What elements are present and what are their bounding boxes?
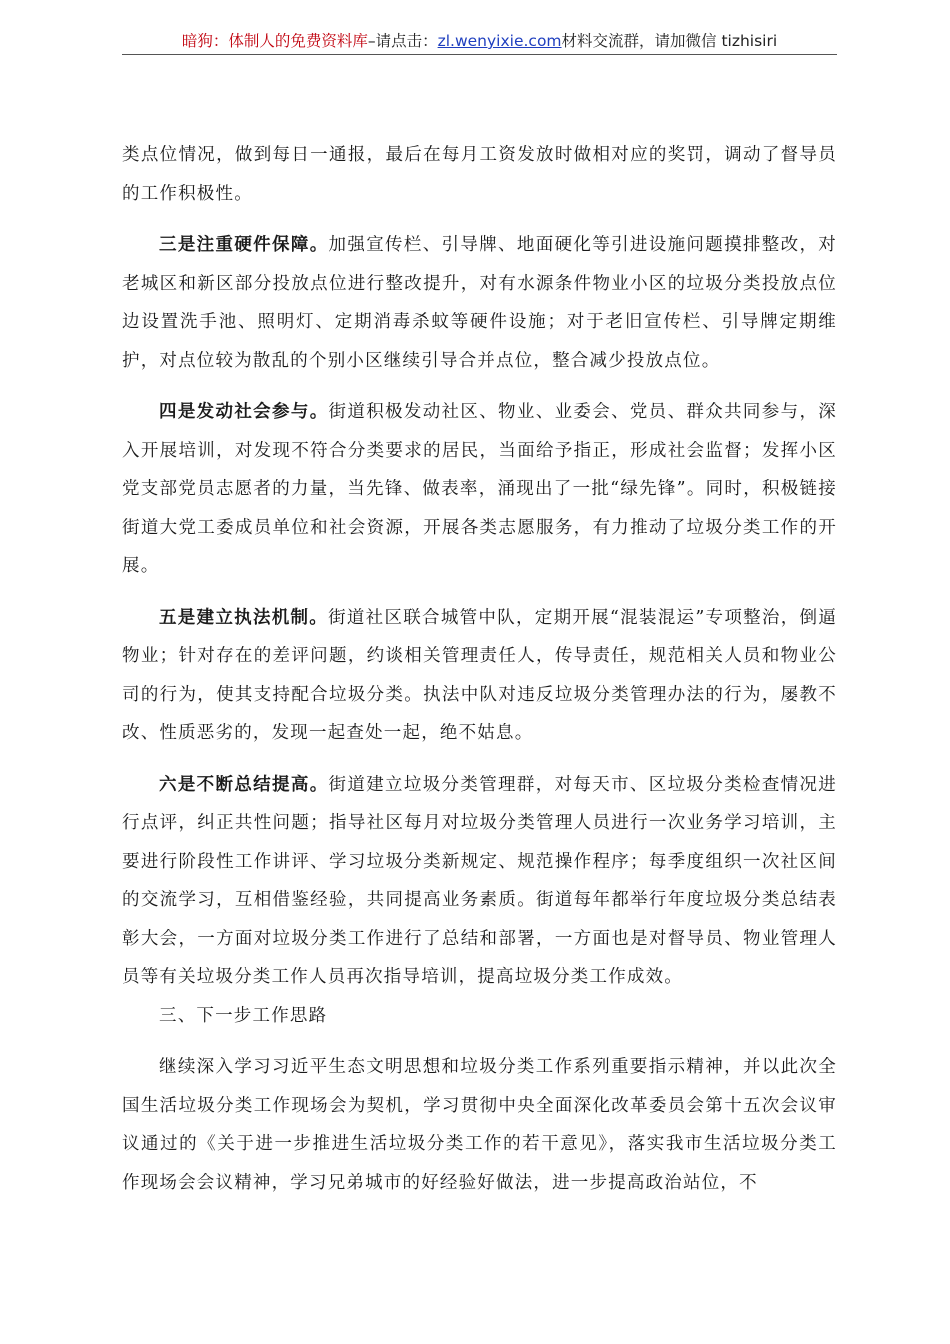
header-note: 材料交流群，请加微信 tizhisiri [561, 32, 778, 50]
paragraph-text: 街道社区联合城管中队，定期开展“混装混运”专项整治，倒逼物业；针对存在的差评问题，约谈相关管理责任人，传导责任，规范相关人员和物业公司的行为，使其支持配合垃圾分类。执法中队对违反垃圾分类管理办法的行为，屡教不改、性质恶劣的，发现一起查处一起，绝不姑息。 [122, 607, 837, 743]
document-body [122, 136, 837, 1202]
paragraph-text: 类点位情况，做到每日一通报，最后在每月工资发放时做相对应的奖罚，调动了督导员的工作积极性。 [122, 145, 837, 204]
section-heading: 三、下一步工作思路 [159, 1005, 328, 1026]
paragraph-lead: 六是不断总结提高。 [159, 774, 329, 795]
paragraph-summary [122, 766, 837, 997]
paragraph-lead: 三是注重硬件保障。 [159, 235, 329, 255]
paragraph-enforcement [122, 599, 837, 753]
paragraph-text: 继续深入学习习近平生态文明思想和垃圾分类工作系列重要指示精神，并以此次全国生活垃圾分类工作现场会为契机，学习贯彻中央全面深化改革委员会第十五次会议审议通过的《关于进一步推进生活垃圾分类工作的若干意见》，落实我市生活垃圾分类工作现场会会议精神，学习兄弟城市的好经验好做法，进一步提高政治站位，不 [122, 1057, 837, 1193]
header-brand: 暗狗：体制人的免费资料库 [181, 32, 368, 50]
header-separator: –请点击： [367, 32, 438, 50]
paragraph-continued [122, 136, 837, 213]
paragraph-hardware [122, 226, 837, 380]
paragraph-social [122, 393, 837, 586]
paragraph-text: 街道建立垃圾分类管理群，对每天市、区垃圾分类检查情况进行点评，纠正共性问题；指导社区每月对垃圾分类管理人员进行一次业务学习培训，主要进行阶段性工作讲评、学习垃圾分类新规定、规范操作程序；每季度组织一次社区间的交流学习，互相借鉴经验，共同提高业务素质。街道每年都举行年度垃圾分类总结表彰大会，一方面对垃圾分类工作进行了总结和部署，一方面也是对督导员、物业管理人员等有关垃圾分类工作人员再次指导培训，提高垃圾分类工作成效。 [122, 774, 837, 987]
paragraph-text: 街道积极发动社区、物业、业委会、党员、群众共同参与，深入开展培训，对发现不符合分类要求的居民，当面给予指正，形成社会监督；发挥小区党支部党员志愿者的力量，当先锋、做表率，涌现出了一批“绿先锋”。同时，积极链接街道大党工委成员单位和社会资源，开展各类志愿服务，有力推动了垃圾分类工作的开展。 [122, 402, 837, 576]
paragraph-text: 加强宣传栏、引导牌、地面硬化等引进设施问题摸排整改，对老城区和新区部分投放点位进行整改提升，对有水源条件物业小区的垃圾分类投放点位边设置洗手池、照明灯、定期消毒杀蚊等硬件设施；对于老旧宣传栏、引导牌定期维护，对点位较为散乱的个别小区继续引导合并点位，整合减少投放点位。 [122, 235, 837, 371]
header-divider [122, 54, 837, 55]
page-header [122, 30, 837, 54]
header-link[interactable]: zl.wenyixie.com [437, 32, 562, 50]
paragraph-lead: 四是发动社会参与。 [159, 402, 329, 422]
paragraph-next-steps [122, 1048, 837, 1202]
paragraph-lead: 五是建立执法机制。 [159, 607, 329, 628]
